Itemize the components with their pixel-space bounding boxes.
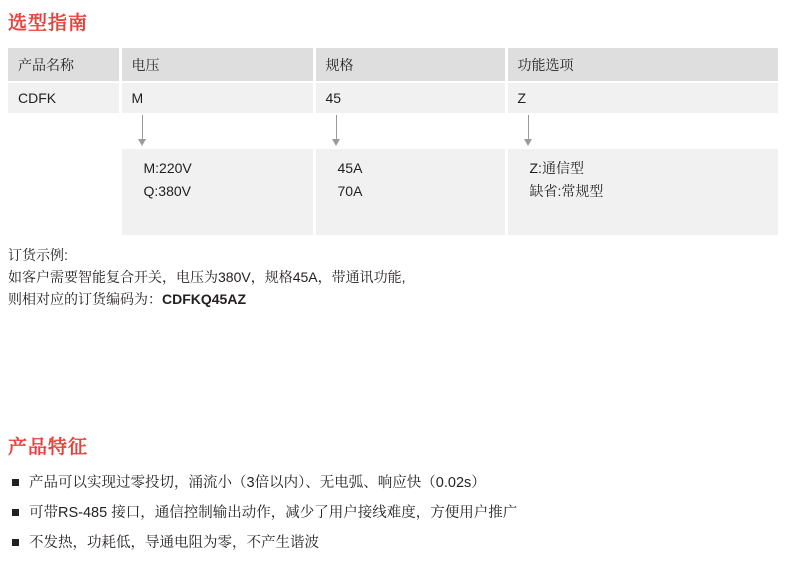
table-header-row [8, 48, 778, 82]
arrow-cell-voltage [120, 113, 314, 149]
feature-text: 不发热，功耗低，导通电阻为零，不产生谐波 [29, 535, 319, 551]
order-example-block [8, 244, 406, 310]
order-example-code: CDFKQ45AZ [162, 291, 247, 307]
table-arrow-row [8, 113, 778, 149]
product-features-list [8, 468, 517, 558]
square-bullet-icon [12, 539, 19, 546]
column-header-function: 功能选项 [506, 48, 778, 82]
options-cell-spec [314, 149, 506, 235]
list-item [8, 498, 517, 528]
option-voltage-380: Q:380V [143, 183, 191, 199]
selection-guide-title: 选型指南 [8, 13, 89, 34]
column-header-product-name: 产品名称 [8, 48, 120, 82]
options-cell-product-name [8, 149, 120, 235]
option-spec-70a: 70A [337, 183, 363, 199]
table-options-row [8, 149, 778, 235]
code-cell-function: Z [506, 82, 778, 113]
square-bullet-icon [12, 509, 19, 516]
options-cell-function [506, 149, 778, 235]
option-spec-45a: 45A [337, 160, 363, 176]
product-features-title: 产品特征 [8, 437, 89, 458]
down-arrow-icon [336, 115, 337, 139]
option-voltage-220: M:220V [143, 160, 192, 176]
selection-guide-table [8, 48, 778, 235]
column-header-voltage: 电压 [120, 48, 314, 82]
code-cell-voltage: M [120, 82, 314, 113]
list-item [8, 468, 517, 498]
option-function-default: 缺省:常规型 [529, 183, 604, 199]
arrow-cell-function [506, 113, 778, 149]
column-header-spec: 规格 [314, 48, 506, 82]
code-cell-spec: 45 [314, 82, 506, 113]
order-example-line1: 如客户需要智能复合开关，电压为380V，规格45A，带通讯功能, [8, 269, 406, 285]
arrow-cell-spec [314, 113, 506, 149]
feature-text: 产品可以实现过零投切，涌流小（3倍以内）、无电弧、响应快（0.02s） [29, 475, 486, 491]
order-example-line2 [8, 288, 406, 310]
square-bullet-icon [12, 479, 19, 486]
options-cell-voltage [120, 149, 314, 235]
down-arrow-icon [528, 115, 529, 139]
order-example-line2-prefix: 则相对应的订货编码为： [8, 291, 162, 307]
list-item [8, 528, 517, 558]
option-function-communication: Z:通信型 [529, 160, 584, 176]
arrow-cell-product-name [8, 113, 120, 149]
code-cell-product-name: CDFK [8, 82, 120, 113]
down-arrow-icon [142, 115, 143, 139]
feature-text: 可带RS-485 接口，通信控制输出动作，减少了用户接线难度，方便用户推广 [29, 505, 518, 521]
order-example-label: 订货示例: [8, 247, 68, 263]
table-code-row [8, 82, 778, 113]
